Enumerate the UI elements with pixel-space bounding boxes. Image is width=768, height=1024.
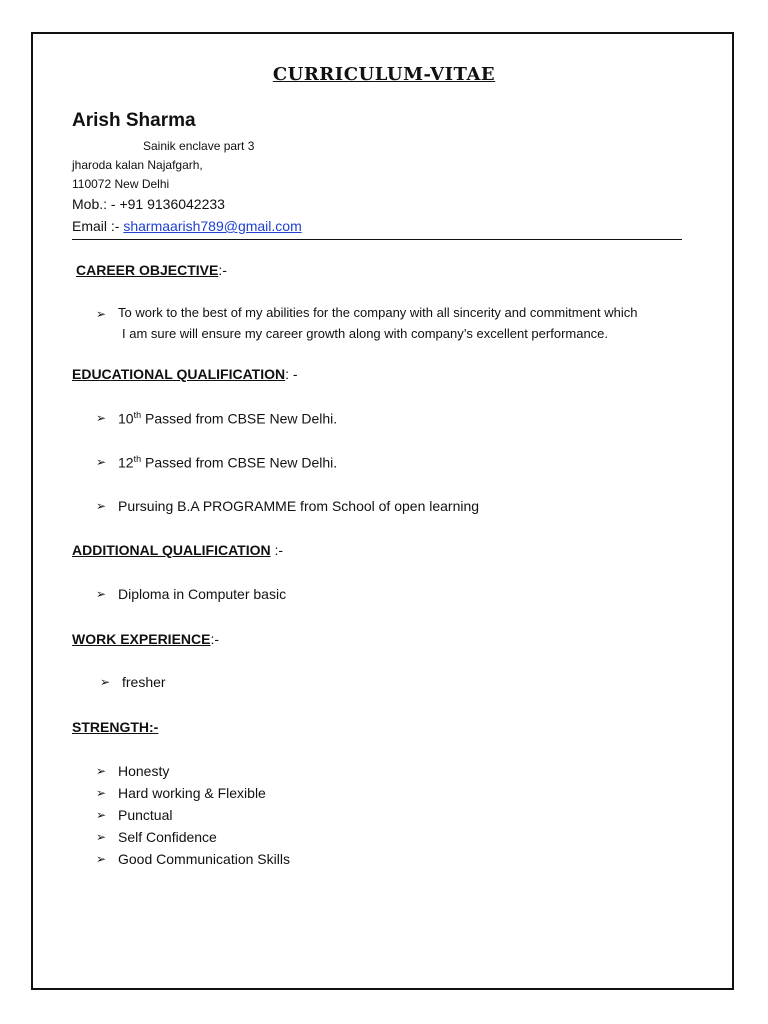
education-item-ba (96, 498, 479, 514)
work-heading (72, 631, 219, 647)
additional-item-diploma-text: Diploma in Computer basic (118, 586, 287, 602)
education-item-10th-num: 10 (118, 410, 134, 427)
work-heading-suffix: :- (210, 631, 220, 647)
additional-heading (72, 542, 283, 558)
email-link[interactable]: sharmaarish789@gmail.com (123, 218, 302, 234)
bullet-arrow-icon: ➢ (96, 307, 107, 321)
address-line-3: 110072 New Delhi (72, 177, 170, 191)
objective-line-2: I am sure will ensure my career growth along with company’s excellent performance. (122, 326, 609, 341)
strength-item-text: Good Communication Skills (118, 851, 290, 867)
bullet-arrow-icon: ➢ (96, 764, 107, 778)
applicant-name: Arish Sharma (72, 110, 196, 131)
education-item-10th (96, 410, 337, 427)
strength-item (96, 807, 172, 823)
strength-item-text: Self Confidence (118, 829, 217, 845)
address-line-1: Sainik enclave part 3 (143, 139, 255, 153)
bullet-arrow-icon: ➢ (100, 675, 111, 689)
address-line-2: jharoda kalan Najafgarh, (72, 158, 203, 172)
education-item-12th (96, 454, 337, 471)
strength-item (96, 785, 266, 801)
education-item-12th-text: Passed from CBSE New Delhi. (141, 454, 338, 471)
education-heading (72, 366, 298, 382)
strength-item (96, 829, 217, 845)
career-objective-heading-suffix: :- (218, 262, 227, 278)
additional-heading-text: ADDITIONAL QUALIFICATION (72, 542, 271, 558)
career-objective-heading-text: CAREER OBJECTIVE (76, 262, 219, 278)
work-item-fresher (100, 674, 166, 690)
strength-heading-text: STRENGTH:- (72, 719, 159, 735)
bullet-arrow-icon: ➢ (96, 411, 107, 425)
education-item-12th-num: 12 (118, 454, 134, 471)
education-item-12th-sup: th (133, 454, 142, 464)
education-item-10th-sup: th (133, 410, 142, 420)
bullet-arrow-icon: ➢ (96, 587, 107, 601)
strength-item (96, 851, 290, 867)
career-objective-text (96, 303, 726, 344)
work-heading-text: WORK EXPERIENCE (72, 631, 211, 647)
bullet-arrow-icon: ➢ (96, 852, 107, 866)
additional-item-diploma (96, 586, 286, 602)
header-divider (72, 239, 682, 240)
education-heading-text: EDUCATIONAL QUALIFICATION (72, 366, 286, 382)
work-item-fresher-text: fresher (122, 674, 166, 690)
strength-item (96, 763, 169, 779)
additional-heading-suffix: :- (270, 542, 284, 558)
email-row (72, 218, 302, 234)
strength-heading (72, 719, 158, 735)
strength-item-text: Honesty (118, 763, 170, 779)
education-item-10th-text: Passed from CBSE New Delhi. (141, 410, 338, 427)
strength-item-text: Hard working & Flexible (118, 785, 266, 801)
bullet-arrow-icon: ➢ (96, 499, 107, 513)
mobile-number: Mob.: - +91 9136042233 (72, 196, 225, 212)
bullet-arrow-icon: ➢ (96, 808, 107, 822)
objective-line-1: To work to the best of my abilities for the company with all sincerity and commitment which (118, 305, 638, 320)
page-title: CURRICULUM-VITAE (272, 64, 496, 85)
bullet-arrow-icon: ➢ (96, 830, 107, 844)
bullet-arrow-icon: ➢ (96, 786, 107, 800)
email-label: Email :- (72, 218, 124, 234)
education-item-ba-text: Pursuing B.A PROGRAMME from School of open learning (118, 498, 480, 514)
career-objective-heading (76, 262, 227, 278)
education-heading-suffix: : - (285, 366, 298, 382)
strength-item-text: Punctual (118, 807, 173, 823)
bullet-arrow-icon: ➢ (96, 455, 107, 469)
